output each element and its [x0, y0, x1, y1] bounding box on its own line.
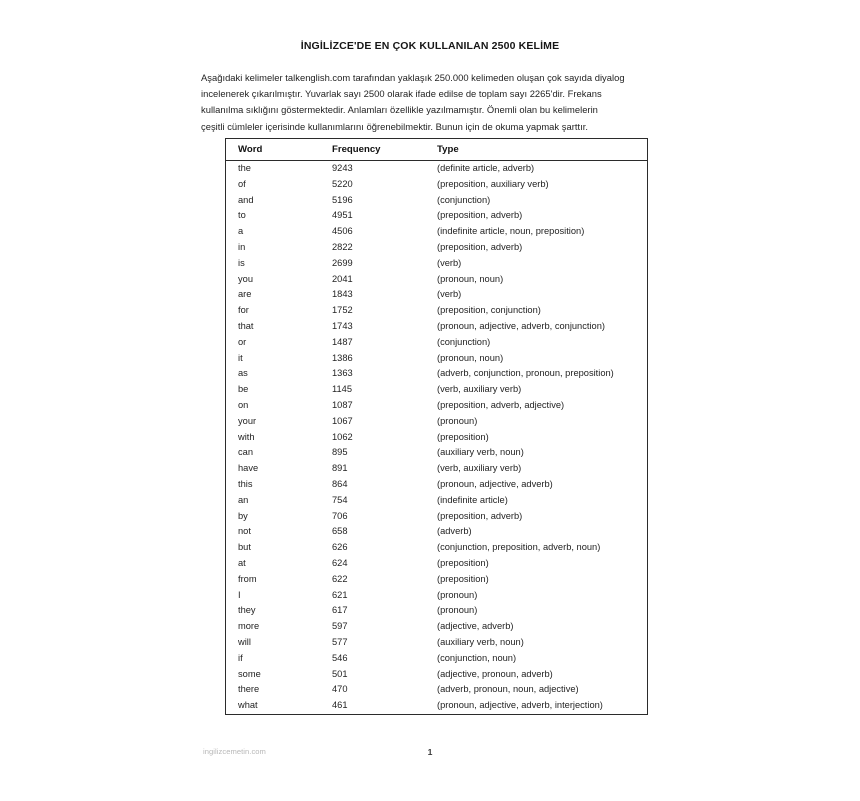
table-row: [226, 319, 648, 335]
intro-line: incelenerek çıkarılmıştır. Yuvarlak sayı 2500 olarak ifade edilse de toplam sayı 2265'dir. Frekans: [201, 88, 602, 100]
table-row: [226, 540, 648, 556]
cell-frequency: 470: [332, 684, 348, 695]
cell-type: (pronoun, adjective, adverb): [437, 478, 553, 489]
table-row: [226, 303, 648, 319]
cell-word: is: [238, 257, 245, 268]
table-header: [226, 139, 648, 161]
cell-type: (conjunction, preposition, adverb, noun): [437, 542, 601, 553]
cell-type: (verb, auxiliary verb): [437, 384, 522, 395]
table-row: [226, 682, 648, 698]
cell-frequency: 546: [332, 652, 348, 663]
table-row: [226, 603, 648, 619]
table-row: [226, 509, 648, 525]
cell-type: (pronoun, noun): [437, 352, 504, 363]
cell-frequency: 621: [332, 589, 348, 600]
cell-word: or: [238, 336, 247, 347]
cell-word: more: [238, 621, 260, 632]
cell-type: (pronoun, adjective, adverb, conjunction): [437, 320, 605, 331]
table-row: [226, 224, 648, 240]
table-row: [226, 272, 648, 288]
cell-word: not: [238, 526, 251, 537]
column-header-word: Word: [226, 139, 324, 161]
intro-line: kullanılma sıklığını göstermektedir. Anlamları özellikle yazılmamıştır. Önemli olan bu kelimelerin: [201, 104, 598, 116]
table-row: [226, 240, 648, 256]
footer-site-name: ingilizcemetin.com: [203, 747, 266, 756]
cell-word: have: [238, 463, 259, 474]
word-frequency-table-container: [225, 138, 637, 715]
cell-type: (preposition, adverb): [437, 510, 523, 521]
cell-word: be: [238, 384, 249, 395]
cell-frequency: 501: [332, 668, 348, 679]
cell-type: (verb): [437, 257, 462, 268]
table-row: [226, 556, 648, 572]
column-header-type: Type: [437, 139, 648, 161]
table-row: [226, 619, 648, 635]
table-row: [226, 398, 648, 414]
cell-type: (conjunction): [437, 194, 491, 205]
cell-type: (preposition, adverb): [437, 241, 523, 252]
intro-line: Aşağıdaki kelimeler talkenglish.com tarafından yaklaşık 250.000 kelimeden oluşan çok sayıda diyalog: [201, 72, 625, 83]
cell-frequency: 1087: [332, 399, 353, 410]
cell-word: an: [238, 494, 249, 505]
cell-word: at: [238, 557, 246, 568]
cell-frequency: 1487: [332, 336, 353, 347]
table-row: [226, 572, 648, 588]
cell-frequency: 895: [332, 447, 348, 458]
cell-word: some: [238, 668, 261, 679]
cell-word: your: [238, 415, 257, 426]
cell-type: (pronoun): [437, 589, 478, 600]
cell-frequency: 626: [332, 542, 348, 553]
cell-word: are: [238, 289, 252, 300]
cell-frequency: 1062: [332, 431, 353, 442]
cell-type: (auxiliary verb, noun): [437, 447, 524, 458]
cell-word: you: [238, 273, 253, 284]
table-row: [226, 366, 648, 382]
cell-frequency: 624: [332, 557, 348, 568]
cell-type: (adverb): [437, 526, 472, 537]
intro-line: çeşitli cümleler içerisinde kullanımlarını öğrenebilmektir. Bunun için de okuma yapmak şarttır.: [201, 120, 588, 132]
cell-frequency: 1843: [332, 289, 353, 300]
table-row: [226, 161, 648, 177]
cell-word: this: [238, 478, 253, 489]
cell-frequency: 1145: [332, 384, 352, 395]
cell-word: as: [238, 368, 248, 379]
cell-frequency: 1386: [332, 352, 353, 363]
cell-frequency: 5220: [332, 178, 353, 189]
table-row: [226, 445, 648, 461]
table-header-row: [226, 139, 648, 161]
cell-frequency: 1067: [332, 415, 353, 426]
page-title: İNGİLİZCE'DE EN ÇOK KULLANILAN 2500 KELİME: [300, 40, 560, 52]
cell-type: (adjective, pronoun, adverb): [437, 668, 553, 679]
cell-type: (adjective, adverb): [437, 621, 514, 632]
table-row: [226, 256, 648, 272]
table-row: [226, 651, 648, 667]
cell-type: (preposition, adverb, adjective): [437, 399, 565, 410]
intro-paragraph: [0, 52, 860, 135]
cell-word: I: [238, 589, 241, 600]
cell-word: the: [238, 163, 251, 173]
cell-frequency: 5196: [332, 194, 353, 205]
page-footer: [0, 747, 860, 767]
table-row: [226, 698, 648, 714]
cell-type: (preposition, auxiliary verb): [437, 178, 549, 189]
cell-word: by: [238, 510, 248, 521]
table-row: [226, 351, 648, 367]
cell-type: (verb): [437, 289, 462, 300]
table-row: [226, 287, 648, 303]
cell-frequency: 9243: [332, 163, 353, 173]
footer-page-number: 1: [427, 747, 433, 757]
cell-frequency: 1752: [332, 305, 353, 316]
cell-word: for: [238, 305, 249, 316]
table-row: [226, 477, 648, 493]
table-row: [226, 335, 648, 351]
cell-type: (verb, auxiliary verb): [437, 463, 522, 474]
cell-frequency: 706: [332, 510, 348, 521]
cell-frequency: 2822: [332, 241, 353, 252]
cell-word: but: [238, 542, 251, 553]
cell-frequency: 2041: [332, 273, 353, 284]
cell-frequency: 617: [332, 605, 348, 616]
cell-word: in: [238, 241, 246, 252]
cell-type: (preposition, adverb): [437, 210, 523, 221]
cell-frequency: 658: [332, 526, 348, 537]
cell-type: (preposition): [437, 431, 489, 442]
cell-frequency: 1743: [332, 320, 353, 331]
cell-type: (definite article, adverb): [437, 163, 535, 173]
cell-type: (pronoun): [437, 415, 478, 426]
cell-frequency: 864: [332, 478, 348, 489]
cell-word: there: [238, 684, 260, 695]
cell-word: what: [238, 700, 258, 711]
table-row: [226, 430, 648, 446]
cell-word: and: [238, 194, 254, 205]
cell-type: (preposition): [437, 573, 489, 584]
cell-frequency: 4506: [332, 226, 353, 237]
cell-type: (pronoun): [437, 605, 478, 616]
table-row: [226, 667, 648, 683]
cell-type: (indefinite article, noun, preposition): [437, 226, 585, 237]
cell-type: (conjunction): [437, 336, 491, 347]
cell-type: (pronoun, noun): [437, 273, 504, 284]
table-row: [226, 193, 648, 209]
cell-word: from: [238, 573, 257, 584]
table-row: [226, 208, 648, 224]
cell-word: they: [238, 605, 256, 616]
cell-frequency: 597: [332, 621, 348, 632]
table-row: [226, 635, 648, 651]
table-row: [226, 493, 648, 509]
cell-frequency: 2699: [332, 257, 353, 268]
cell-word: that: [238, 320, 254, 331]
cell-word: if: [238, 652, 243, 663]
cell-frequency: 754: [332, 494, 348, 505]
cell-word: of: [238, 178, 246, 189]
table-row: [226, 177, 648, 193]
table-body: [226, 161, 648, 715]
cell-type: (adverb, pronoun, noun, adjective): [437, 684, 579, 695]
cell-type: (pronoun, adjective, adverb, interjection): [437, 700, 603, 711]
cell-frequency: 622: [332, 573, 348, 584]
column-header-frequency: Frequency: [323, 139, 437, 161]
cell-type: (auxiliary verb, noun): [437, 636, 524, 647]
table-row: [226, 461, 648, 477]
table-row: [226, 588, 648, 604]
word-frequency-table: [225, 138, 648, 715]
cell-type: (preposition): [437, 557, 489, 568]
cell-type: (conjunction, noun): [437, 652, 517, 663]
cell-frequency: 461: [332, 700, 348, 711]
table-row: [226, 524, 648, 540]
cell-frequency: 891: [332, 463, 348, 474]
cell-frequency: 4951: [332, 210, 353, 221]
cell-word: on: [238, 399, 249, 410]
cell-type: (indefinite article): [437, 494, 508, 505]
cell-word: will: [238, 636, 251, 647]
table-row: [226, 414, 648, 430]
cell-word: a: [238, 226, 244, 237]
cell-frequency: 1363: [332, 368, 353, 379]
cell-word: to: [238, 210, 246, 221]
cell-word: can: [238, 447, 253, 458]
cell-word: it: [238, 352, 243, 363]
cell-word: with: [238, 431, 255, 442]
cell-type: (preposition, conjunction): [437, 305, 541, 316]
cell-frequency: 577: [332, 636, 348, 647]
cell-type: (adverb, conjunction, pronoun, preposition): [437, 368, 614, 379]
table-row: [226, 382, 648, 398]
